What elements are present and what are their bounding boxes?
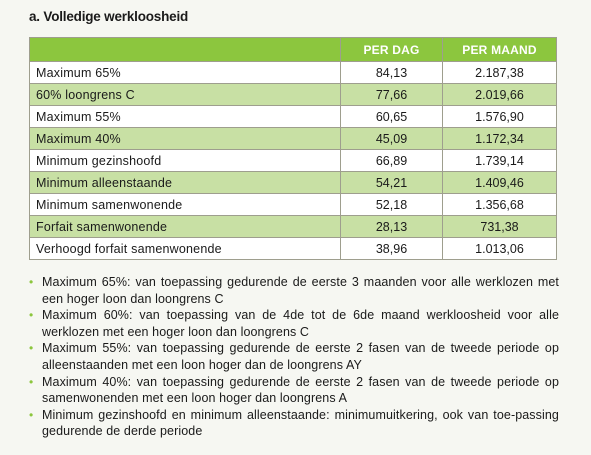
table-row bbox=[30, 172, 557, 194]
row-label: Maximum 55% bbox=[30, 106, 341, 128]
table-header-row bbox=[30, 38, 557, 62]
note-text: Maximum 40%: van toepassing gedurende de eerste 2 fasen van de tweede periode op samenwonenden met een loon hoger dan loongrens A bbox=[42, 374, 559, 406]
table-row bbox=[30, 238, 557, 260]
per-maand-value: 731,38 bbox=[443, 216, 557, 238]
row-label: Minimum gezinshoofd bbox=[30, 150, 341, 172]
table-row bbox=[30, 84, 557, 106]
per-dag-value: 84,13 bbox=[341, 62, 443, 84]
note-text: Maximum 55%: van toepassing gedurende de eerste 2 fasen van de tweede periode op alleenstaanden met een loon hoger dan de loongrens AY bbox=[42, 341, 559, 372]
list-item bbox=[29, 374, 559, 407]
row-label: Verhoogd forfait samenwonende bbox=[30, 238, 341, 260]
per-dag-value: 28,13 bbox=[341, 216, 443, 238]
per-maand-value: 1.172,34 bbox=[443, 128, 557, 150]
bullet-icon: • bbox=[29, 341, 34, 356]
header-label-column bbox=[30, 38, 341, 62]
per-dag-value: 38,96 bbox=[341, 238, 443, 260]
per-dag-value: 54,21 bbox=[341, 172, 443, 194]
per-maand-value: 2.019,66 bbox=[443, 84, 557, 106]
per-maand-value: 1.576,90 bbox=[443, 106, 557, 128]
bullet-icon: • bbox=[29, 308, 34, 323]
row-label: Maximum 65% bbox=[30, 62, 341, 84]
explanatory-notes-list bbox=[29, 274, 559, 440]
unemployment-benefits-table bbox=[29, 37, 557, 260]
per-dag-value: 77,66 bbox=[341, 84, 443, 106]
list-item bbox=[29, 407, 559, 440]
table-row bbox=[30, 128, 557, 150]
table-row bbox=[30, 106, 557, 128]
per-dag-value: 45,09 bbox=[341, 128, 443, 150]
per-dag-value: 52,18 bbox=[341, 194, 443, 216]
per-maand-value: 1.739,14 bbox=[443, 150, 557, 172]
list-item bbox=[29, 274, 559, 307]
note-text: Maximum 65%: van toepassing gedurende de eerste 3 maanden voor alle werklozen met een hoger loon dan loongrens C bbox=[42, 275, 559, 306]
table-row bbox=[30, 150, 557, 172]
bullet-icon: • bbox=[29, 374, 34, 389]
per-maand-value: 1.356,68 bbox=[443, 194, 557, 216]
header-per-maand: PER MAAND bbox=[443, 38, 557, 62]
section-title: a. Volledige werkloosheid bbox=[29, 9, 189, 24]
table-row bbox=[30, 62, 557, 84]
bullet-icon: • bbox=[29, 407, 34, 422]
row-label: Minimum samenwonende bbox=[30, 194, 341, 216]
list-item bbox=[29, 307, 559, 340]
row-label: Minimum alleenstaande bbox=[30, 172, 341, 194]
per-maand-value: 1.409,46 bbox=[443, 172, 557, 194]
header-per-dag: PER DAG bbox=[341, 38, 443, 62]
row-label: Maximum 40% bbox=[30, 128, 341, 150]
note-text: Maximum 60%: van toepassing van de 4de tot de 6de maand werkloosheid voor alle werklozen met een hoger loon dan loongrens C bbox=[42, 308, 559, 339]
table-row bbox=[30, 216, 557, 238]
list-item bbox=[29, 340, 559, 373]
per-dag-value: 66,89 bbox=[341, 150, 443, 172]
per-maand-value: 2.187,38 bbox=[443, 62, 557, 84]
row-label: Forfait samenwonende bbox=[30, 216, 341, 238]
row-label: 60% loongrens C bbox=[30, 84, 341, 106]
table-row bbox=[30, 194, 557, 216]
per-dag-value: 60,65 bbox=[341, 106, 443, 128]
note-text: Minimum gezinshoofd en minimum alleenstaande: minimumuitkering, ook van toe-passing gedurende de derde periode bbox=[42, 407, 559, 439]
bullet-icon: • bbox=[29, 275, 34, 289]
per-maand-value: 1.013,06 bbox=[443, 238, 557, 260]
